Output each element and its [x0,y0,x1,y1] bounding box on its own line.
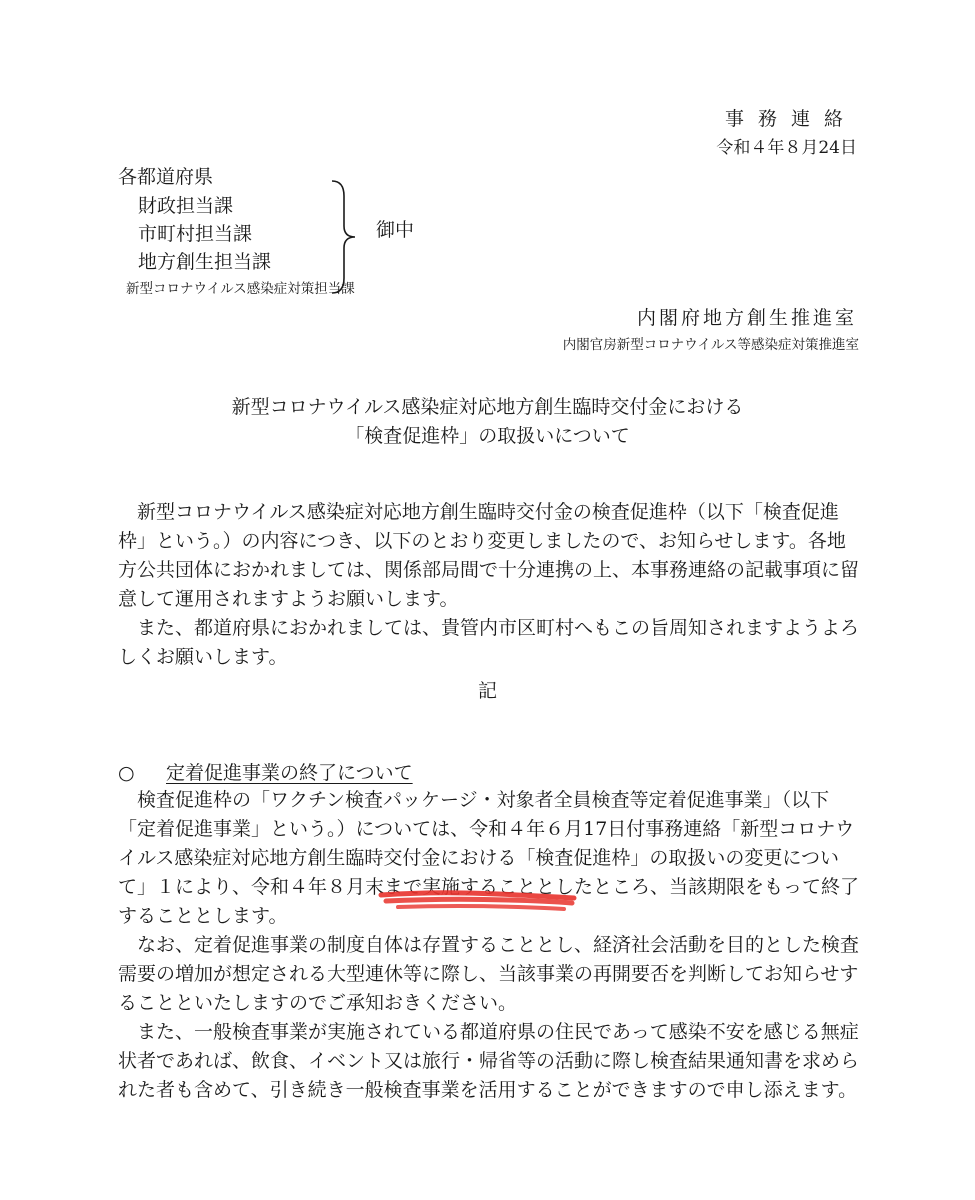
bullet-circle-icon: ○ [118,762,135,784]
section-heading-text: 定着促進事業の終了について [166,762,413,784]
sender-sub: 内閣官房新型コロナウイルス等感染症対策推進室 [562,337,859,353]
document-title-line2: 「検査促進枠」の取扱いについて [345,425,630,447]
addressee-division-small: 新型コロナウイルス感染症対策担当課 [126,281,355,297]
intro-paragraph-1: 新型コロナウイルス感染症対応地方創生臨時交付金の検査促進枠（以下「検査促進枠」という。）の内容につき、以下のとおり変更しましたので、お知らせします。各地方公共団体におかれましては、関係部局間で十分連携の上、本事務連絡の記載事項に留意して運用されますようお願いします。 [118,501,860,610]
section-paragraph-2: なお、定着促進事業の制度自体は存置することとし、経済社会活動を目的とした検査需要の増加が想定される大型連休等に際し、当該事業の再開要否を判断してお知らせすることといたしますのでご承知おきください。 [118,934,860,1014]
section-paragraph-1: 検査促進枠の「ワクチン検査パッケージ・対象者全員検査等定着促進事業」（以下「定着促進事業」という。）については、令和４年６月17日付事務連絡「新型コロナウイルス感染症対応地方創生臨時交付金における「検査促進枠」の取扱いの変更について」１により、令和４年８月末まで実施することとしたところ、当該期限をもって終了することとします。 [118,789,860,927]
section-paragraph-3: また、一般検査事業が実施されている都道府県の住民であって感染不安を感じる無症状者であれば、飲食、イベント又は旅行・帰省等の活動に際し検査結果通知書を求められた者も含めて、引き続き一般検査事業を活用することができますので申し添えます。 [118,1021,860,1101]
sender-name: 内閣府地方創生推進室 [636,307,857,329]
intro-paragraph-2: また、都道府県におかれましては、貴管内市区町村へもこの旨周知されますようよろしくお願いします。 [118,617,860,668]
ki-marker: 記 [477,680,497,702]
document-title-line1: 新型コロナウイルス感染症対応地方創生臨時交付金における [231,396,744,418]
addressee-division: 市町村担当課 [138,223,253,245]
section-heading [118,758,413,785]
honorific: 御中 [376,219,415,241]
addressee-division: 財政担当課 [138,195,234,217]
brace-icon [328,178,358,296]
addressee-main: 各都道府県 [118,166,214,188]
addressee-division: 地方創生担当課 [138,251,272,273]
red-highlight-mark [378,888,578,914]
document-type: 事務連絡 [724,108,857,130]
document-date: 令和４年８月24日 [716,138,857,158]
